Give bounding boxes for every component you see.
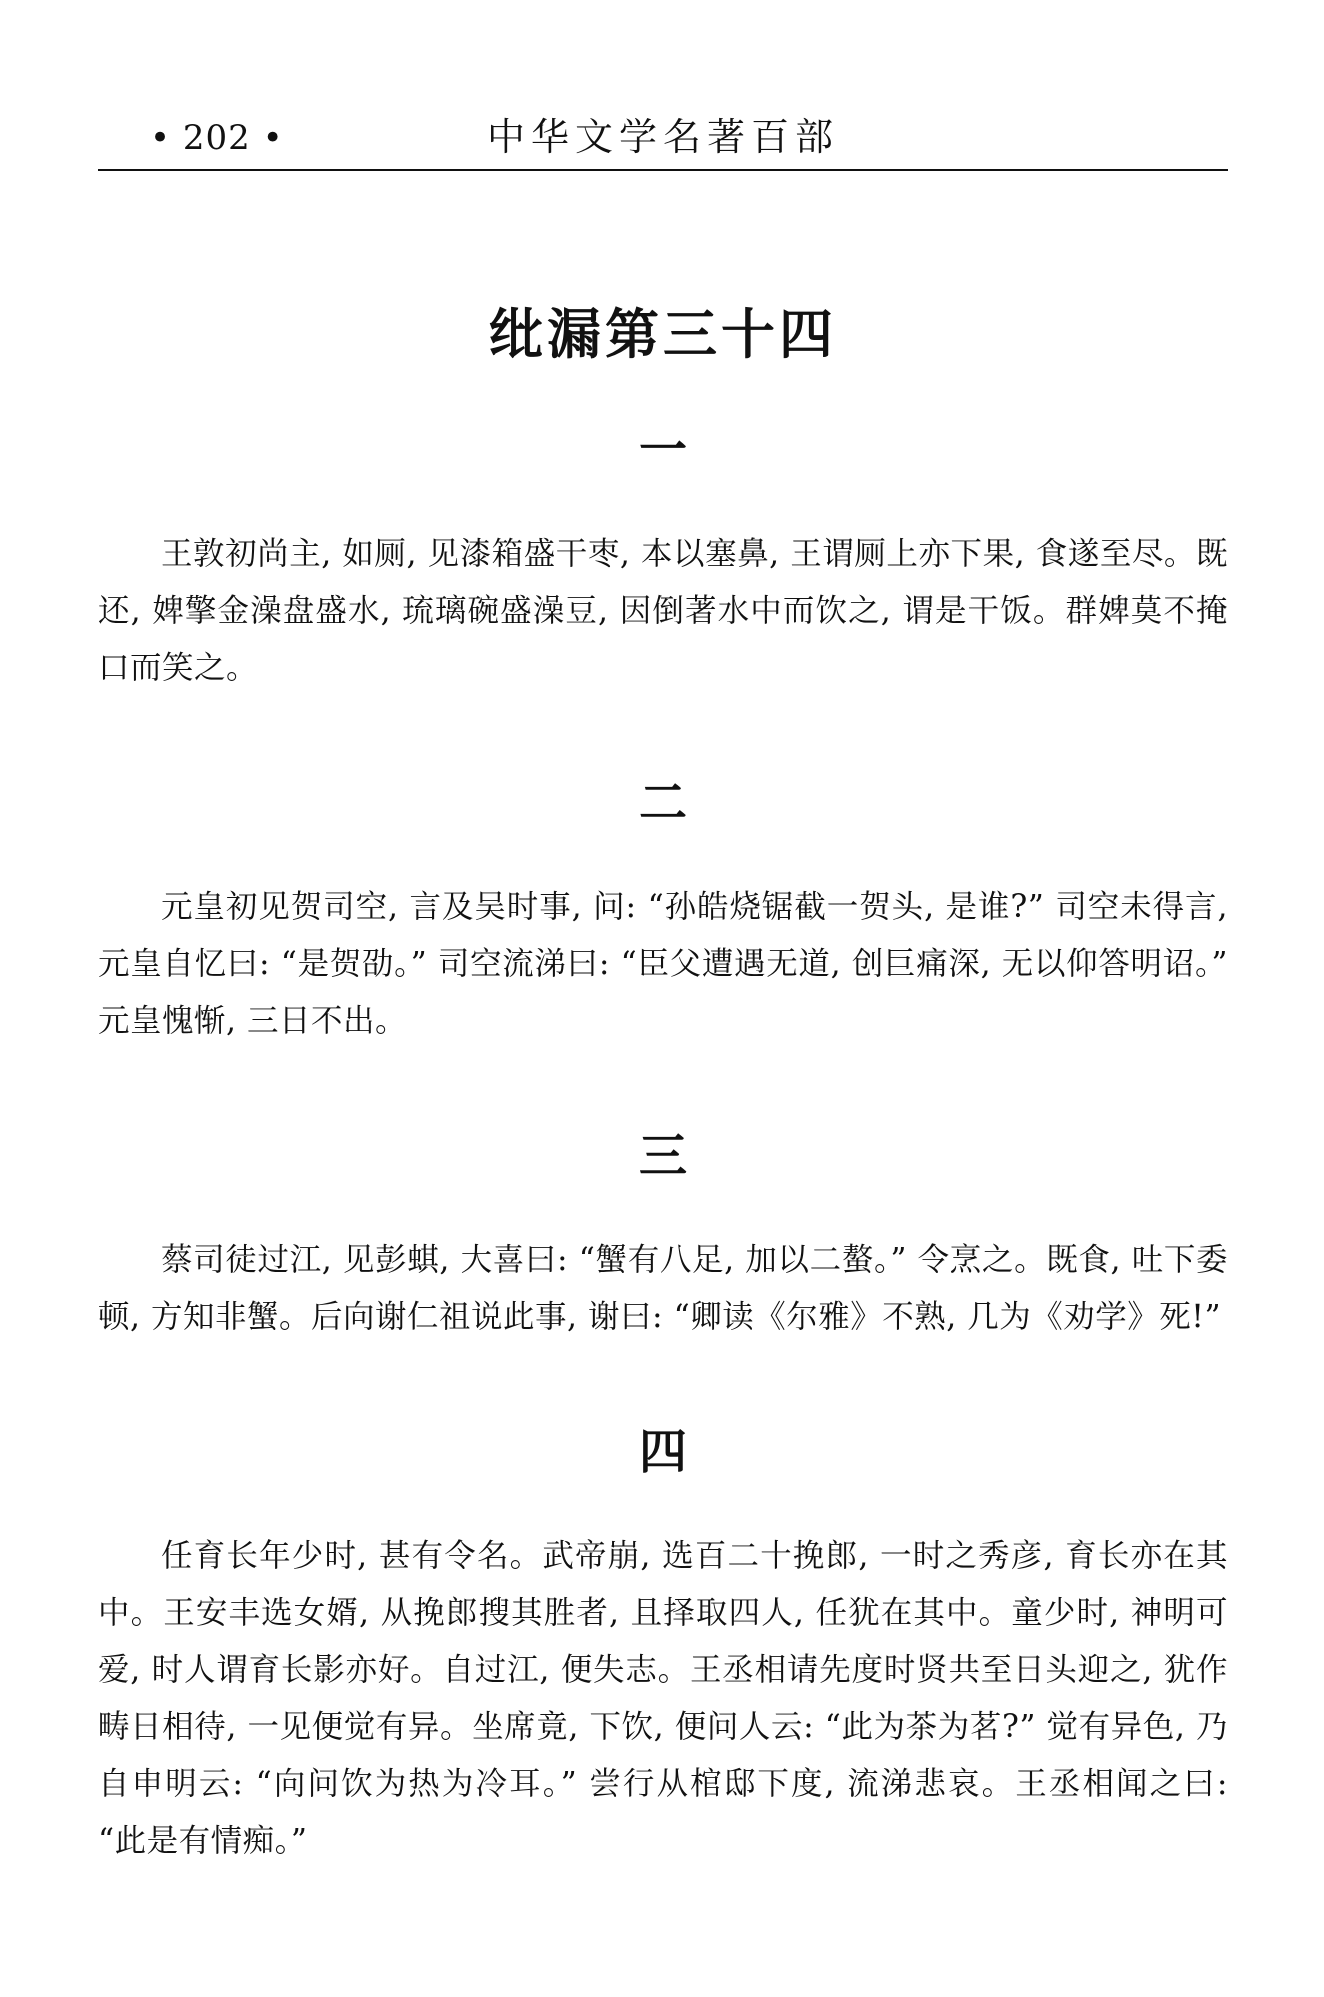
section-3 xyxy=(98,1126,1228,1346)
section-paragraph: 元皇初见贺司空, 言及吴时事, 问: “孙皓烧锯截一贺头, 是谁?” 司空未得言, 元皇自忆曰: “是贺劭。” 司空流涕曰: “臣父遭遇无道, 创巨痛深, 无以仰答明诏。” 元皇愧惭, 三日不出。 xyxy=(98,889,1228,1039)
section-1 xyxy=(98,420,1228,697)
running-header xyxy=(98,108,1228,170)
section-4 xyxy=(98,1422,1228,1870)
section-2 xyxy=(98,773,1228,1050)
section-paragraph: 蔡司徒过江, 见彭蜞, 大喜曰: “蟹有八足, 加以二螯。” 令烹之。既食, 吐下委顿, 方知非蟹。后向谢仁祖说此事, 谢曰: “卿读《尔雅》不熟, 几为《劝学》死!” xyxy=(98,1242,1228,1335)
book-title: 中华文学名著百部 xyxy=(486,115,839,159)
section-heading: 三 xyxy=(638,1128,687,1184)
section-heading: 二 xyxy=(638,775,687,831)
section-paragraph: 任育长年少时, 甚有令名。武帝崩, 选百二十挽郎, 一时之秀彦, 育长亦在其中。王安丰选女婿, 从挽郎搜其胜者, 且择取四人, 任犹在其中。童少时, 神明可爱, 时人谓育长影亦好。自过江, 便失志。王丞相请先度时贤共至日头迎之, 犹作畴日相待, 一见便觉有异。坐席竟, 下饮, 便问人云: “此为茶为茗?” 觉有异色, 乃自申明云: “向问饮为热为冷耳。” 尝行从棺邸下度, 流涕悲哀。王丞相闻之曰: “此是有情痴。” xyxy=(98,1538,1228,1859)
chapter-title: 纰漏第三十四 xyxy=(489,303,837,367)
section-paragraph: 王敦初尚主, 如厕, 见漆箱盛干枣, 本以塞鼻, 王谓厕上亦下果, 食遂至尽。既还, 婢擎金澡盘盛水, 琉璃碗盛澡豆, 因倒著水中而饮之, 谓是干饭。群婢莫不掩口而笑之。 xyxy=(98,536,1228,686)
header-rule xyxy=(98,169,1228,171)
chapter-content xyxy=(98,420,1228,1870)
section-heading: 四 xyxy=(638,1424,687,1480)
page-number: • 202 • xyxy=(150,118,284,158)
section-heading: 一 xyxy=(638,422,687,478)
